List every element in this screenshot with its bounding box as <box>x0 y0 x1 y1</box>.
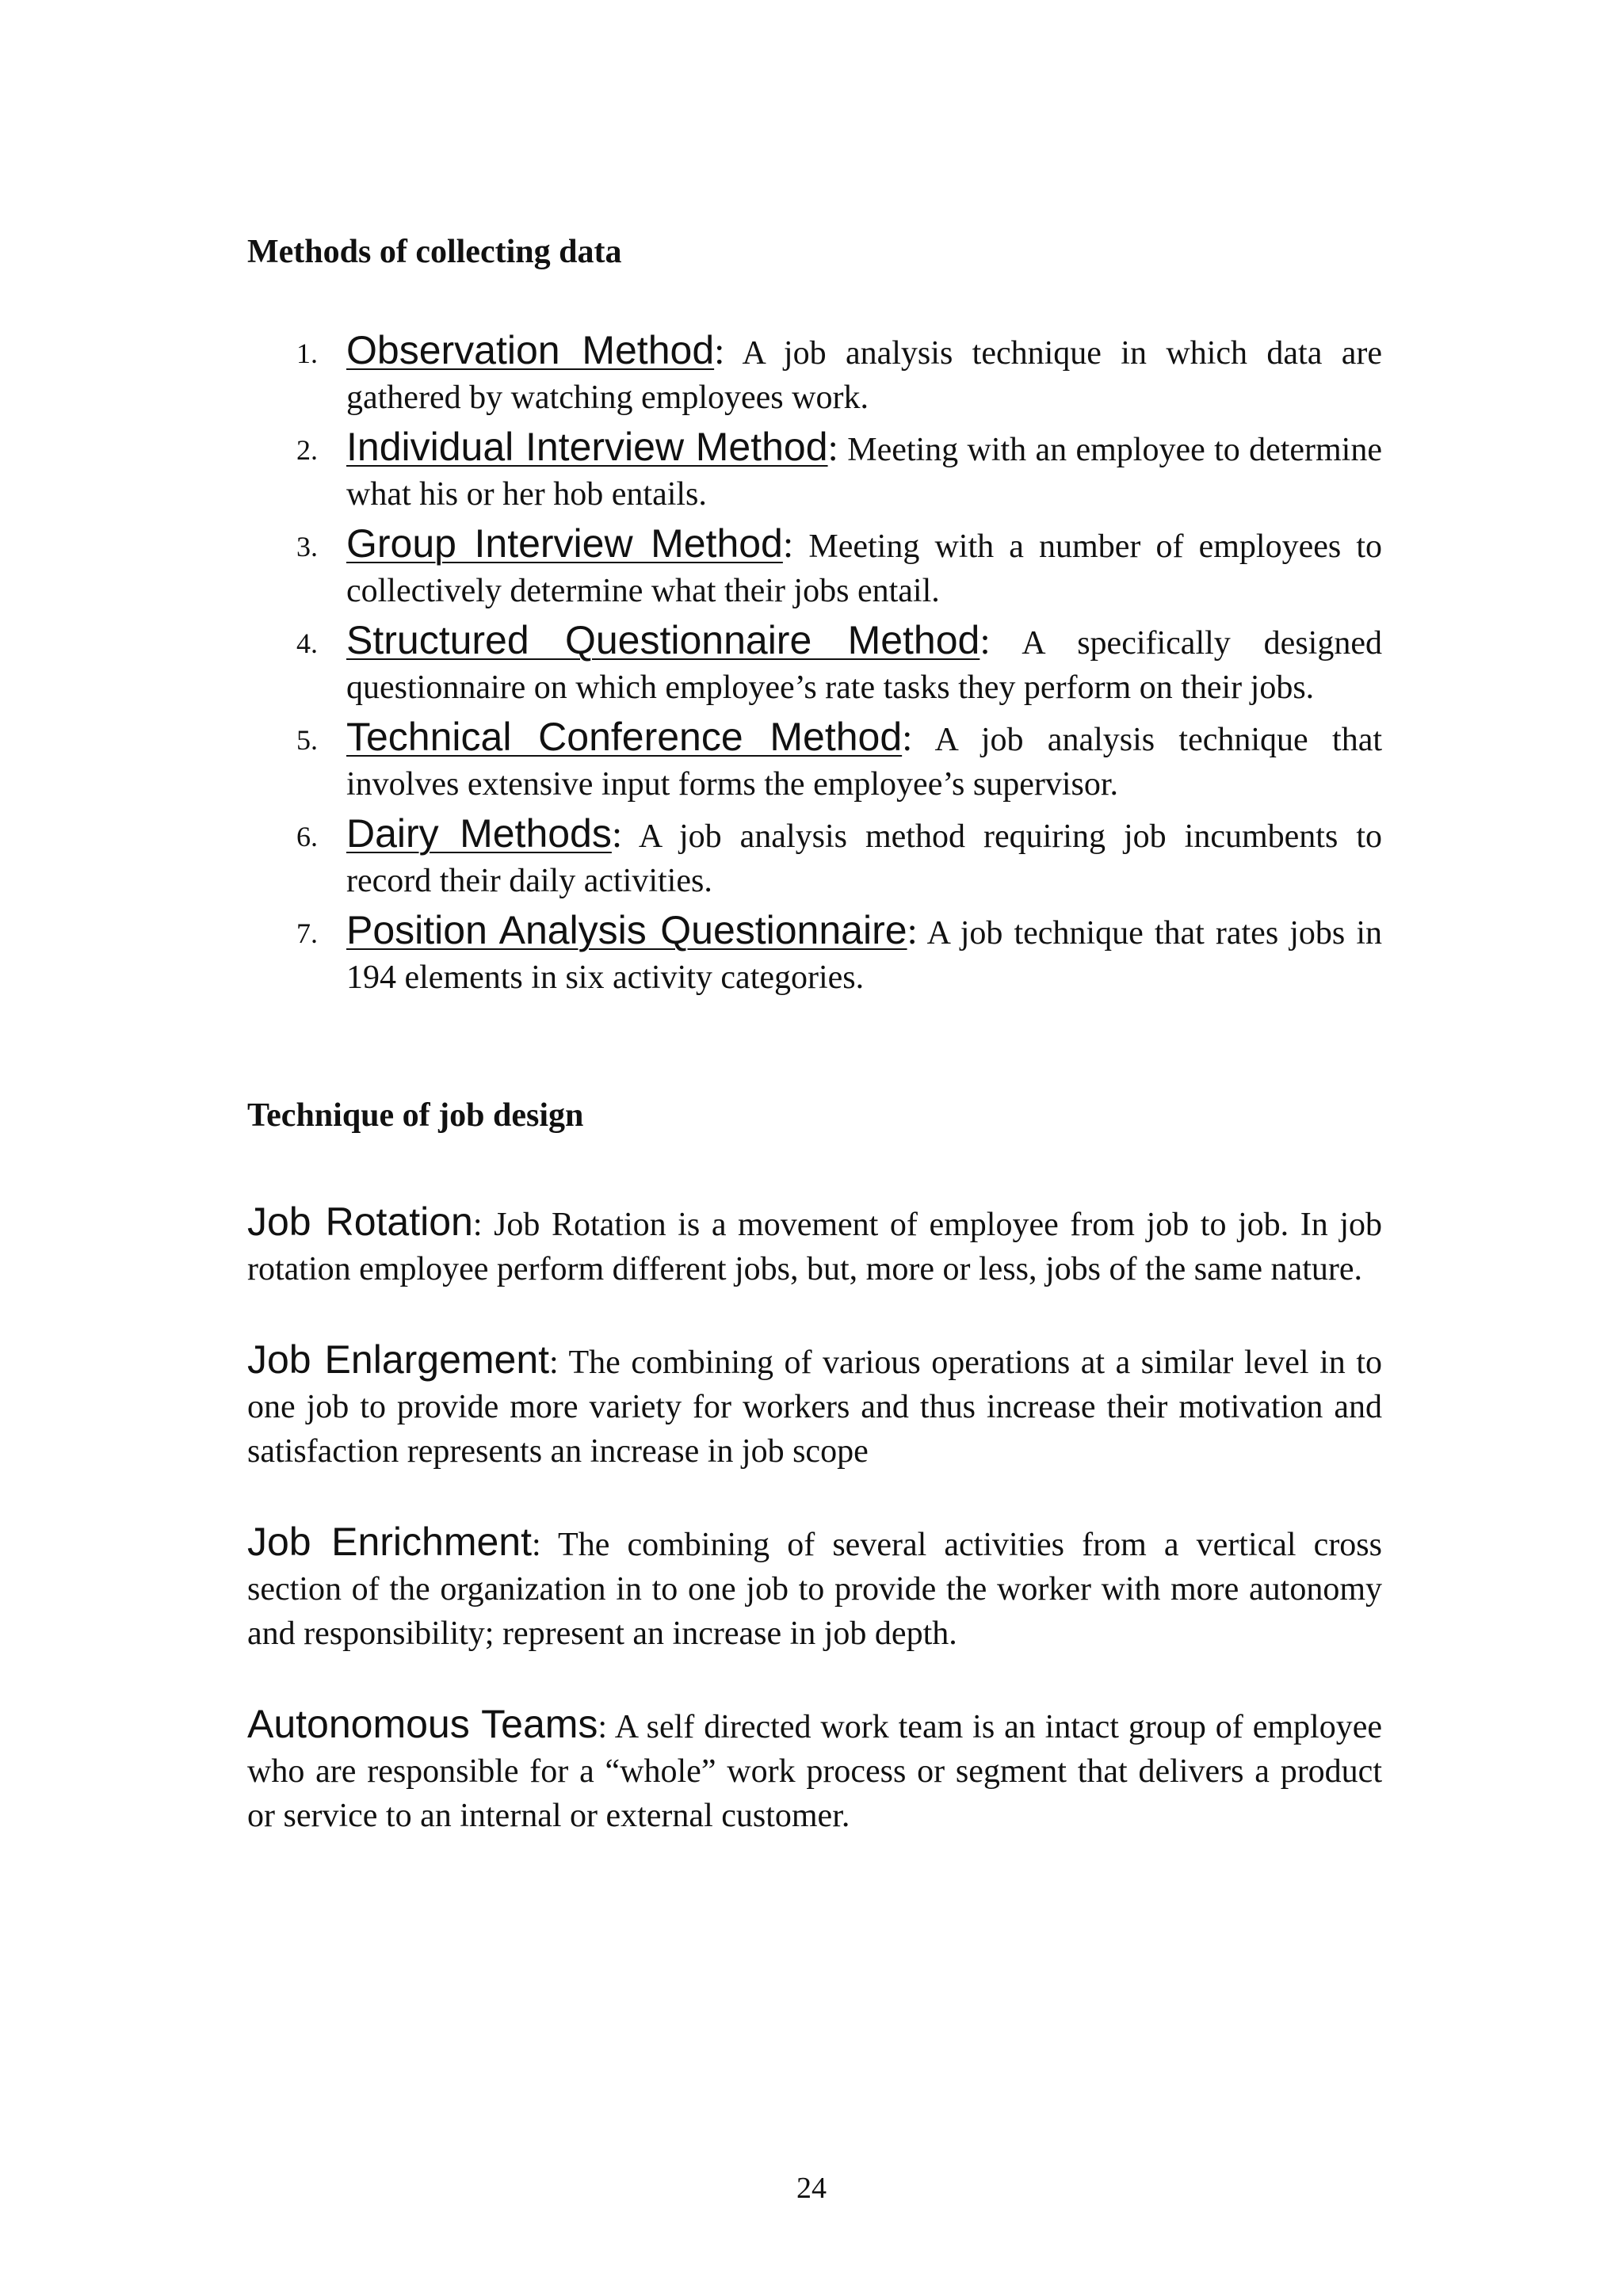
design-description: The combining of various operations at a similar level in to one job to provide more variety for workers and thus increase their motivation and satisfaction represents an increase in job scope <box>247 1344 1382 1470</box>
design-term: Job Enlargement <box>247 1337 550 1382</box>
method-term: Group Interview Method <box>346 521 783 566</box>
method-term: Individual Interview Method <box>346 425 828 469</box>
design-description: A self directed work team is an intact group of employee who are responsible for a “whole” work process or segment that delivers a product or service to an internal or external customer. <box>247 1709 1382 1834</box>
list-number: 7. <box>296 917 318 949</box>
method-term: Dairy Methods <box>346 811 612 856</box>
method-description: A job analysis method requiring job incumbents to record their daily activities. <box>346 818 1382 899</box>
methods-heading: Methods of collecting data <box>247 234 622 270</box>
design-term: Autonomous Teams <box>247 1702 598 1746</box>
method-description: A job analysis technique in which data are gathered by watching employees work. <box>346 335 1382 416</box>
method-term: Structured Questionnaire Method <box>346 618 980 662</box>
method-term: Technical Conference Method <box>346 715 903 759</box>
design-item-job-enlargement: Job Enlargement: The combining of various operations at a similar level in to one job to provide more variety for workers and thus increase their motivation and satisfaction represents an increase in job scope <box>247 1337 1382 1470</box>
list-number: 4. <box>296 627 318 659</box>
design-item-autonomous-teams: Autonomous Teams: A self directed work team is an intact group of employee who are responsible for a “whole” work process or segment that delivers a product or service to an internal or external customer. <box>247 1702 1382 1834</box>
method-item-observation: 1. Observation Method: A job analysis technique in which data are gathered by watching employees work. <box>296 328 1382 416</box>
design-item-job-rotation: Job Rotation: Job Rotation is a movement of employee from job to job. In job rotation employee perform different jobs, but, more or less, jobs of the same nature. <box>247 1199 1382 1287</box>
document-page <box>247 230 1382 1884</box>
list-number: 1. <box>296 338 318 369</box>
method-description: A job analysis technique that involves extensive input forms the employee’s supervisor. <box>346 722 1382 803</box>
page-number: 24 <box>796 2172 827 2205</box>
design-heading: Technique of job design <box>247 1097 584 1134</box>
method-item-individual-interview: 2. Individual Interview Method: Meeting with an employee to determine what his or her hob entails. <box>296 425 1382 513</box>
method-item-group-interview: 3. Group Interview Method: Meeting with a number of employees to collectively determine what their jobs entail. <box>296 521 1383 609</box>
list-number: 3. <box>296 531 318 563</box>
method-term: Position Analysis Questionnaire <box>346 908 907 952</box>
design-term: Job Enrichment <box>247 1520 533 1564</box>
method-description: A job technique that rates jobs in 194 elements in six activity categories. <box>346 915 1382 996</box>
method-description: Meeting with a number of employees to collectively determine what their jobs entail. <box>346 528 1383 609</box>
design-techniques <box>247 1199 1382 1838</box>
design-term: Job Rotation <box>247 1199 473 1244</box>
design-description: Job Rotation is a movement of employee from job to job. In job rotation employee perform different jobs, but, more or less, jobs of the same nature. <box>247 1207 1382 1287</box>
method-description: Meeting with an employee to determine what his or her hob entails. <box>346 432 1382 513</box>
method-term: Observation Method <box>346 328 715 372</box>
methods-list <box>247 328 1382 1000</box>
design-item-job-enrichment: Job Enrichment: The combining of several activities from a vertical cross section of the organization in to one job to provide the worker with more autonomy and responsibility; represent an increase in job depth. <box>247 1520 1383 1652</box>
method-item-dairy: 6. Dairy Methods: A job analysis method requiring job incumbents to record their daily activities. <box>296 811 1382 899</box>
method-item-technical-conference: 5. Technical Conference Method: A job analysis technique that involves extensive input forms the employee’s supervisor. <box>296 715 1382 803</box>
list-number: 5. <box>296 724 318 756</box>
list-number: 2. <box>296 434 318 466</box>
design-description: The combining of several activities from a vertical cross section of the organization in to one job to provide the worker with more autonomy and responsibility; represent an increase in job depth. <box>247 1527 1383 1652</box>
method-item-position-analysis: 7. Position Analysis Questionnaire: A job technique that rates jobs in 194 elements in six activity categories. <box>296 908 1382 996</box>
list-number: 6. <box>296 821 318 852</box>
method-item-structured-questionnaire: 4. Structured Questionnaire Method: A specifically designed questionnaire on which employee’s rate tasks they perform on their jobs. <box>296 618 1382 706</box>
method-description: A specifically designed questionnaire on which employee’s rate tasks they perform on their jobs. <box>346 625 1382 706</box>
